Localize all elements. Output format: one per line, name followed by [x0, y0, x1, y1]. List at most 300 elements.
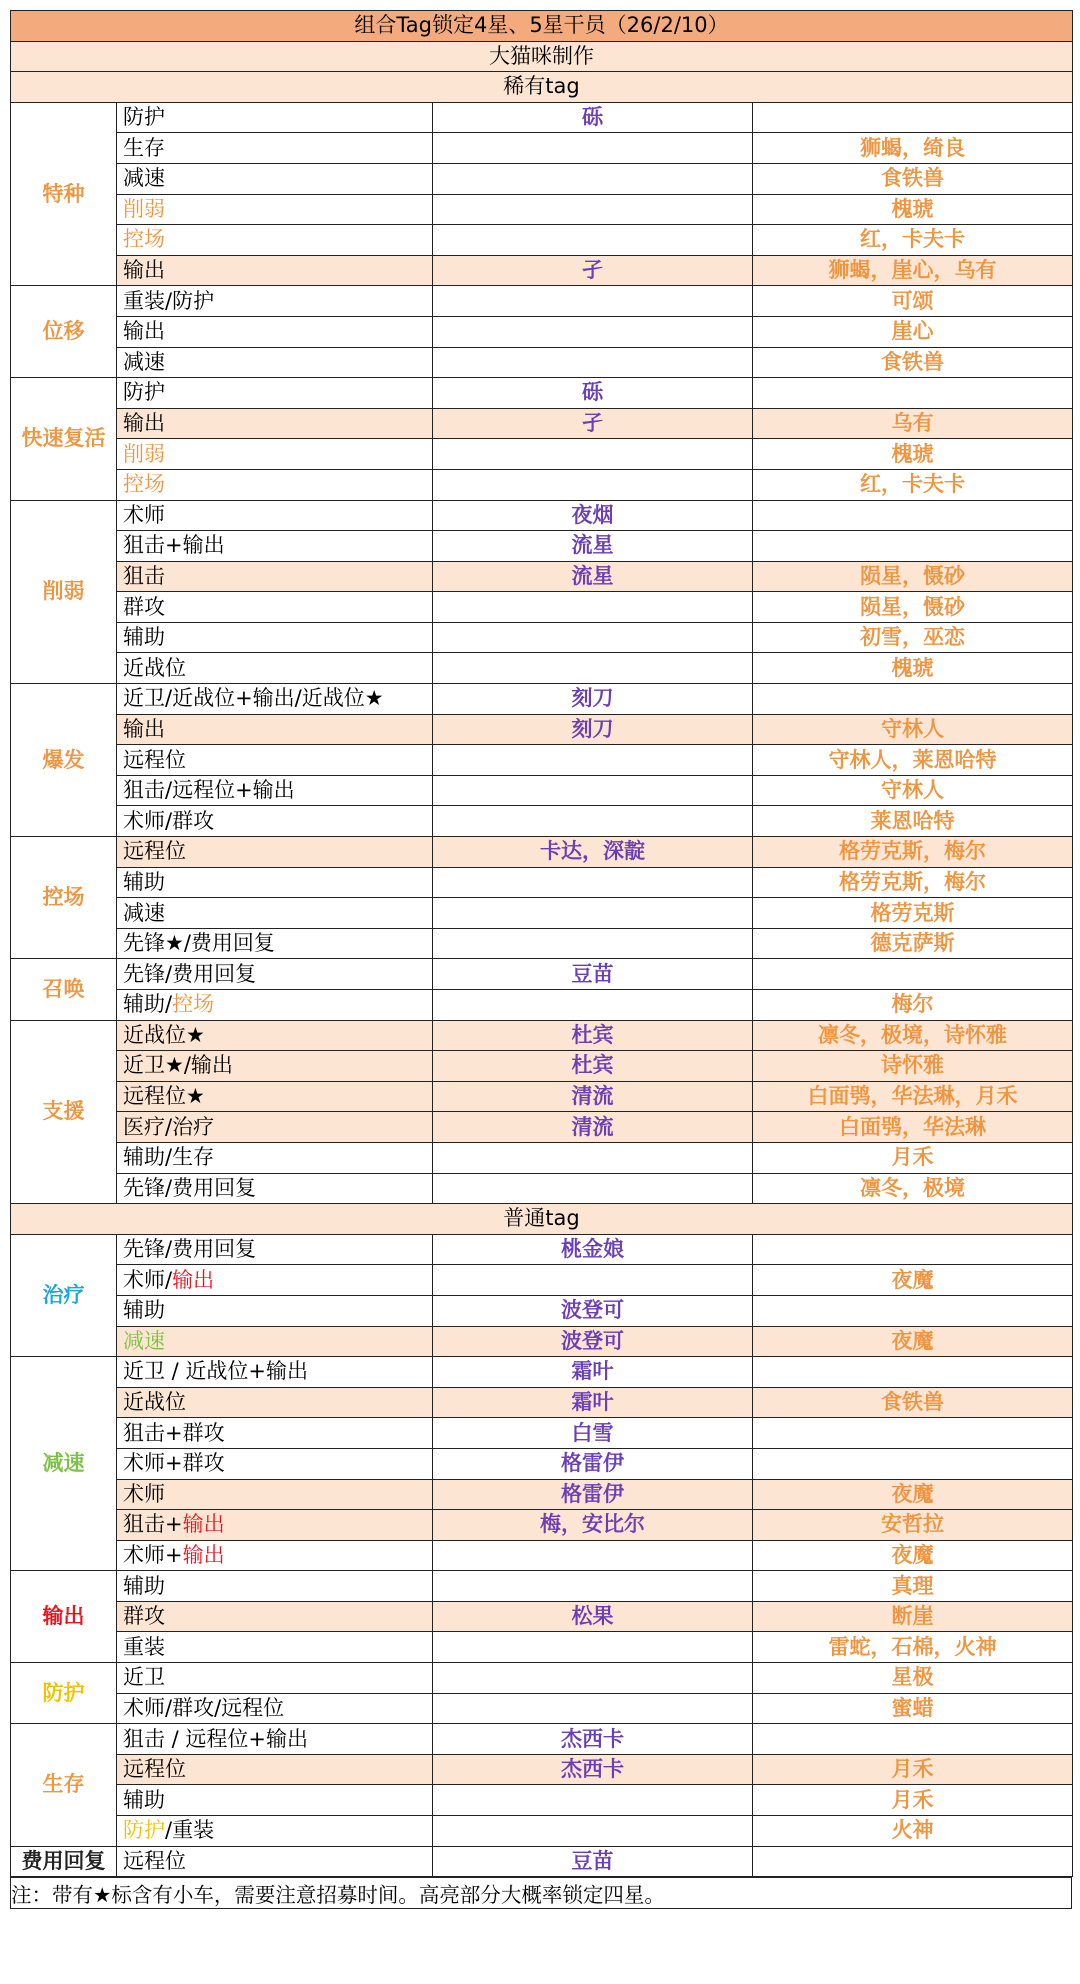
- tag-row: [11, 1112, 1073, 1143]
- five-star-operator: 月禾: [753, 1785, 1073, 1816]
- four-star-operator: [433, 163, 753, 194]
- tag-row: [11, 1479, 1073, 1510]
- tag-text: 输出: [123, 411, 165, 436]
- tag-text: 远程位: [123, 839, 186, 864]
- tag-combo-cell: [117, 1387, 433, 1418]
- tag-row: [11, 622, 1073, 653]
- tag-row: [11, 500, 1073, 531]
- tag-row: [11, 775, 1073, 806]
- tag-text: 减速: [123, 166, 165, 191]
- tag-row: [11, 133, 1073, 164]
- five-star-operator: 食铁兽: [753, 163, 1073, 194]
- tag-combo-cell: [117, 378, 433, 409]
- tag-text: 近卫 / 近战位+输出: [123, 1359, 309, 1384]
- four-star-operator: 霜叶: [433, 1387, 753, 1418]
- tag-row: [11, 225, 1073, 256]
- tag-row: [11, 1051, 1073, 1082]
- tag-text: 术师: [123, 502, 165, 527]
- four-star-operator: [433, 775, 753, 806]
- five-star-operator: 真理: [753, 1571, 1073, 1602]
- five-star-operator: 梅尔: [753, 990, 1073, 1021]
- five-star-operator: 红，卡夫卡: [753, 225, 1073, 256]
- tag-combo-cell: [117, 163, 433, 194]
- tag-text: 防护: [123, 380, 165, 405]
- four-star-operator: [433, 225, 753, 256]
- four-star-operator: [433, 1540, 753, 1571]
- tag-row: [11, 959, 1073, 990]
- tag-text: 重装/防护: [123, 288, 215, 313]
- tag-text: 减速: [123, 1328, 165, 1353]
- tag-combo-cell: [117, 225, 433, 256]
- tag-text: 输出: [182, 1542, 225, 1567]
- tag-text: 控场: [172, 992, 215, 1017]
- four-star-operator: [433, 898, 753, 929]
- recruit-tag-table: [10, 10, 1073, 1877]
- five-star-operator: 狮蝎，崖心，乌有: [753, 255, 1073, 286]
- five-star-operator: [753, 1448, 1073, 1479]
- tag-text: 狙击+群攻: [123, 1420, 225, 1445]
- four-star-operator: 桃金娘: [433, 1234, 753, 1265]
- four-star-operator: [433, 653, 753, 684]
- tag-combo-cell: [117, 1357, 433, 1388]
- five-star-operator: 月禾: [753, 1142, 1073, 1173]
- tag-row: [11, 837, 1073, 868]
- five-star-operator: [753, 959, 1073, 990]
- tag-row: [11, 1295, 1073, 1326]
- tag-row: [11, 684, 1073, 715]
- tag-row: [11, 592, 1073, 623]
- tag-row: [11, 1020, 1073, 1051]
- four-star-operator: 豆苗: [433, 959, 753, 990]
- four-star-operator: 霜叶: [433, 1357, 753, 1388]
- tag-combo-cell: [117, 867, 433, 898]
- tag-text: 输出: [123, 319, 165, 344]
- category-label: 费用回复: [11, 1846, 117, 1877]
- tag-text: 控场: [123, 227, 165, 252]
- four-star-operator: 流星: [433, 561, 753, 592]
- four-star-operator: [433, 1785, 753, 1816]
- five-star-operator: 白面鸮，华法琳，月禾: [753, 1081, 1073, 1112]
- tag-text: 术师/群攻: [123, 808, 215, 833]
- author-credit: 大猫咪制作: [11, 41, 1073, 72]
- tag-row: [11, 990, 1073, 1021]
- tag-text: 辅助: [123, 1787, 165, 1812]
- tag-combo-cell: [117, 1510, 433, 1541]
- category-label: 防护: [11, 1663, 117, 1724]
- tag-text: 近卫★/输出: [123, 1053, 233, 1078]
- tag-text: 重装: [123, 1634, 165, 1659]
- tag-row: [11, 898, 1073, 929]
- category-label: 快速复活: [11, 378, 117, 500]
- four-star-operator: 刻刀: [433, 714, 753, 745]
- five-star-operator: [753, 500, 1073, 531]
- tag-text: 减速: [123, 900, 165, 925]
- tag-row: [11, 1816, 1073, 1847]
- category-label: 控场: [11, 837, 117, 959]
- five-star-operator: 槐琥: [753, 653, 1073, 684]
- five-star-operator: 狮蝎，绮良: [753, 133, 1073, 164]
- tag-combo-cell: [117, 316, 433, 347]
- tag-combo-cell: [117, 622, 433, 653]
- four-star-operator: [433, 347, 753, 378]
- tag-combo-cell: [117, 1020, 433, 1051]
- tag-text: 远程位: [123, 747, 186, 772]
- five-star-operator: 莱恩哈特: [753, 806, 1073, 837]
- four-star-operator: [433, 1632, 753, 1663]
- category-label: 位移: [11, 286, 117, 378]
- tag-combo-cell: [117, 1081, 433, 1112]
- category-label: 召唤: [11, 959, 117, 1020]
- five-star-operator: 火神: [753, 1816, 1073, 1847]
- four-star-operator: [433, 194, 753, 225]
- tag-combo-cell: [117, 1785, 433, 1816]
- five-star-operator: 守林人: [753, 714, 1073, 745]
- four-star-operator: [433, 469, 753, 500]
- tag-combo-cell: [117, 898, 433, 929]
- four-star-operator: 孑: [433, 255, 753, 286]
- tag-text: 先锋/费用回复: [123, 961, 257, 986]
- tag-text: 先锋/费用回复: [123, 1175, 257, 1200]
- category-label: 特种: [11, 102, 117, 286]
- tag-text: 狙击+: [123, 1512, 183, 1537]
- tag-text: 术师: [123, 1481, 165, 1506]
- tag-combo-cell: [117, 531, 433, 562]
- tag-text: 输出: [172, 1267, 215, 1292]
- tag-row: [11, 806, 1073, 837]
- five-star-operator: 守林人，莱恩哈特: [753, 745, 1073, 776]
- tag-text: 先锋/费用回复: [123, 1237, 257, 1262]
- tag-combo-cell: [117, 806, 433, 837]
- tag-text: 术师/: [123, 1267, 173, 1292]
- tag-text: 先锋★/费用回复: [123, 931, 275, 956]
- four-star-operator: [433, 1173, 753, 1204]
- category-label: 输出: [11, 1571, 117, 1663]
- tag-row: [11, 1142, 1073, 1173]
- four-star-operator: [433, 1142, 753, 1173]
- tag-text: 远程位: [123, 1848, 186, 1873]
- tag-row: [11, 1785, 1073, 1816]
- five-star-operator: 槐琥: [753, 194, 1073, 225]
- tag-combo-cell: [117, 194, 433, 225]
- four-star-operator: 清流: [433, 1081, 753, 1112]
- five-star-operator: 红，卡夫卡: [753, 469, 1073, 500]
- tag-combo-cell: [117, 990, 433, 1021]
- five-star-operator: 断崖: [753, 1601, 1073, 1632]
- five-star-operator: [753, 1724, 1073, 1755]
- five-star-operator: [753, 1846, 1073, 1877]
- four-star-operator: [433, 316, 753, 347]
- five-star-operator: 夜魔: [753, 1540, 1073, 1571]
- five-star-operator: [753, 1418, 1073, 1449]
- tag-combo-cell: [117, 1754, 433, 1785]
- tag-row: [11, 531, 1073, 562]
- four-star-operator: 杰西卡: [433, 1724, 753, 1755]
- tag-text: 防护: [123, 105, 165, 130]
- tag-row: [11, 439, 1073, 470]
- tag-text: 远程位★: [123, 1084, 205, 1109]
- tag-combo-cell: [117, 1234, 433, 1265]
- five-star-operator: 初雪，巫恋: [753, 622, 1073, 653]
- five-star-operator: 夜魔: [753, 1479, 1073, 1510]
- tag-text: 近战位★: [123, 1022, 205, 1047]
- tag-text: 近卫/近战位+输出/近战位★: [123, 686, 384, 711]
- tag-row: [11, 1571, 1073, 1602]
- tag-combo-cell: [117, 408, 433, 439]
- four-star-operator: 杰西卡: [433, 1754, 753, 1785]
- four-star-operator: [433, 286, 753, 317]
- five-star-operator: 崖心: [753, 316, 1073, 347]
- five-star-operator: 夜魔: [753, 1326, 1073, 1357]
- tag-combo-cell: [117, 561, 433, 592]
- tag-row: [11, 1510, 1073, 1541]
- five-star-operator: [753, 378, 1073, 409]
- four-star-operator: 格雷伊: [433, 1448, 753, 1479]
- tag-row: [11, 714, 1073, 745]
- section-header: 普通tag: [11, 1204, 1073, 1235]
- four-star-operator: [433, 1693, 753, 1724]
- tag-text: 医疗/治疗: [123, 1114, 215, 1139]
- five-star-operator: 食铁兽: [753, 1387, 1073, 1418]
- tag-text: 辅助/: [123, 992, 173, 1017]
- tag-combo-cell: [117, 1326, 433, 1357]
- four-star-operator: 清流: [433, 1112, 753, 1143]
- five-star-operator: 夜魔: [753, 1265, 1073, 1296]
- tag-combo-cell: [117, 500, 433, 531]
- tag-combo-cell: [117, 133, 433, 164]
- five-star-operator: 雷蛇，石棉，火神: [753, 1632, 1073, 1663]
- tag-row: [11, 102, 1073, 133]
- tag-combo-cell: [117, 1846, 433, 1877]
- five-star-operator: [753, 531, 1073, 562]
- tag-row: [11, 347, 1073, 378]
- tag-combo-cell: [117, 1663, 433, 1694]
- tag-combo-cell: [117, 745, 433, 776]
- four-star-operator: 梅，安比尔: [433, 1510, 753, 1541]
- five-star-operator: 格劳克斯，梅尔: [753, 867, 1073, 898]
- tag-text: 辅助: [123, 869, 165, 894]
- four-star-operator: 松果: [433, 1601, 753, 1632]
- five-star-operator: [753, 102, 1073, 133]
- four-star-operator: [433, 1265, 753, 1296]
- tag-combo-cell: [117, 1448, 433, 1479]
- tag-text: 近卫: [123, 1665, 165, 1690]
- tag-combination-sheet: [10, 10, 1072, 1909]
- tag-row: [11, 255, 1073, 286]
- tag-row: [11, 1448, 1073, 1479]
- tag-row: [11, 1693, 1073, 1724]
- tag-combo-cell: [117, 1632, 433, 1663]
- tag-combo-cell: [117, 1173, 433, 1204]
- five-star-operator: [753, 1357, 1073, 1388]
- five-star-operator: 乌有: [753, 408, 1073, 439]
- five-star-operator: 陨星，慑砂: [753, 561, 1073, 592]
- tag-text: 群攻: [123, 1604, 165, 1629]
- tag-combo-cell: [117, 928, 433, 959]
- four-star-operator: [433, 806, 753, 837]
- tag-combo-cell: [117, 286, 433, 317]
- four-star-operator: 孑: [433, 408, 753, 439]
- tag-text: 输出: [182, 1512, 225, 1537]
- five-star-operator: [753, 1234, 1073, 1265]
- five-star-operator: 食铁兽: [753, 347, 1073, 378]
- tag-row: [11, 561, 1073, 592]
- five-star-operator: 蜜蜡: [753, 1693, 1073, 1724]
- tag-text: 控场: [123, 472, 165, 497]
- five-star-operator: [753, 684, 1073, 715]
- four-star-operator: 砾: [433, 102, 753, 133]
- tag-row: [11, 1234, 1073, 1265]
- tag-combo-cell: [117, 837, 433, 868]
- tag-combo-cell: [117, 469, 433, 500]
- tag-text: 远程位: [123, 1757, 186, 1782]
- category-label: 削弱: [11, 500, 117, 684]
- tag-row: [11, 163, 1073, 194]
- five-star-operator: 月禾: [753, 1754, 1073, 1785]
- tag-text: 群攻: [123, 594, 165, 619]
- four-star-operator: [433, 745, 753, 776]
- five-star-operator: [753, 1295, 1073, 1326]
- four-star-operator: [433, 439, 753, 470]
- tag-combo-cell: [117, 102, 433, 133]
- four-star-operator: 砾: [433, 378, 753, 409]
- tag-row: [11, 745, 1073, 776]
- five-star-operator: 星极: [753, 1663, 1073, 1694]
- five-star-operator: 白面鸮，华法琳: [753, 1112, 1073, 1143]
- tag-text: 狙击: [123, 563, 165, 588]
- five-star-operator: 格劳克斯，梅尔: [753, 837, 1073, 868]
- tag-row: [11, 286, 1073, 317]
- tag-combo-cell: [117, 653, 433, 684]
- tag-combo-cell: [117, 1418, 433, 1449]
- four-star-operator: [433, 1571, 753, 1602]
- tag-row: [11, 469, 1073, 500]
- tag-text: 近战位: [123, 1390, 186, 1415]
- tag-text: /重装: [165, 1818, 215, 1843]
- tag-combo-cell: [117, 1051, 433, 1082]
- tag-combo-cell: [117, 1571, 433, 1602]
- four-star-operator: 波登可: [433, 1326, 753, 1357]
- tag-combo-cell: [117, 1724, 433, 1755]
- tag-row: [11, 1632, 1073, 1663]
- five-star-operator: 安哲拉: [753, 1510, 1073, 1541]
- tag-text: 防护: [123, 1818, 165, 1843]
- five-star-operator: 陨星，慑砂: [753, 592, 1073, 623]
- five-star-operator: 诗怀雅: [753, 1051, 1073, 1082]
- four-star-operator: [433, 622, 753, 653]
- four-star-operator: 卡达，深靛: [433, 837, 753, 868]
- tag-row: [11, 867, 1073, 898]
- tag-text: 辅助: [123, 625, 165, 650]
- four-star-operator: 波登可: [433, 1295, 753, 1326]
- five-star-operator: 可颂: [753, 286, 1073, 317]
- footnote: 注：带有★标含有小车，需要注意招募时间。高亮部分大概率锁定四星。: [10, 1877, 1072, 1909]
- tag-row: [11, 1846, 1073, 1877]
- tag-row: [11, 1326, 1073, 1357]
- tag-row: [11, 1601, 1073, 1632]
- four-star-operator: [433, 928, 753, 959]
- sheet-title: 组合Tag锁定4星、5星干员（26/2/10）: [11, 11, 1073, 42]
- four-star-operator: 刻刀: [433, 684, 753, 715]
- category-label: 治疗: [11, 1234, 117, 1356]
- tag-row: [11, 408, 1073, 439]
- tag-row: [11, 1173, 1073, 1204]
- four-star-operator: [433, 133, 753, 164]
- tag-combo-cell: [117, 1601, 433, 1632]
- category-label: 支援: [11, 1020, 117, 1204]
- four-star-operator: 格雷伊: [433, 1479, 753, 1510]
- tag-row: [11, 1081, 1073, 1112]
- tag-combo-cell: [117, 439, 433, 470]
- tag-text: 减速: [123, 349, 165, 374]
- four-star-operator: 杜宾: [433, 1051, 753, 1082]
- five-star-operator: 凛冬，极境: [753, 1173, 1073, 1204]
- tag-row: [11, 1387, 1073, 1418]
- tag-text: 削弱: [123, 196, 165, 221]
- tag-text: 输出: [123, 258, 165, 283]
- five-star-operator: 德克萨斯: [753, 928, 1073, 959]
- tag-combo-cell: [117, 1540, 433, 1571]
- tag-row: [11, 1265, 1073, 1296]
- tag-text: 术师+群攻: [123, 1451, 225, 1476]
- four-star-operator: [433, 592, 753, 623]
- tag-text: 辅助/生存: [123, 1145, 215, 1170]
- tag-row: [11, 928, 1073, 959]
- tag-row: [11, 194, 1073, 225]
- tag-row: [11, 1418, 1073, 1449]
- tag-row: [11, 1357, 1073, 1388]
- tag-row: [11, 1724, 1073, 1755]
- four-star-operator: 夜烟: [433, 500, 753, 531]
- tag-text: 近战位: [123, 655, 186, 680]
- category-label: 减速: [11, 1357, 117, 1571]
- four-star-operator: [433, 1663, 753, 1694]
- tag-combo-cell: [117, 775, 433, 806]
- four-star-operator: [433, 990, 753, 1021]
- tag-combo-cell: [117, 592, 433, 623]
- category-label: 爆发: [11, 684, 117, 837]
- tag-text: 狙击+输出: [123, 533, 225, 558]
- tag-text: 辅助: [123, 1573, 165, 1598]
- tag-text: 削弱: [123, 441, 165, 466]
- four-star-operator: [433, 867, 753, 898]
- tag-text: 生存: [123, 135, 165, 160]
- tag-row: [11, 653, 1073, 684]
- five-star-operator: 格劳克斯: [753, 898, 1073, 929]
- tag-text: 术师/群攻/远程位: [123, 1695, 285, 1720]
- tag-combo-cell: [117, 1142, 433, 1173]
- tag-row: [11, 378, 1073, 409]
- five-star-operator: 槐琥: [753, 439, 1073, 470]
- four-star-operator: 杜宾: [433, 1020, 753, 1051]
- section-header: 稀有tag: [11, 72, 1073, 103]
- four-star-operator: 豆苗: [433, 1846, 753, 1877]
- tag-combo-cell: [117, 959, 433, 990]
- four-star-operator: 白雪: [433, 1418, 753, 1449]
- tag-combo-cell: [117, 1693, 433, 1724]
- tag-combo-cell: [117, 347, 433, 378]
- tag-text: 输出: [123, 716, 165, 741]
- tag-combo-cell: [117, 1295, 433, 1326]
- five-star-operator: 守林人: [753, 775, 1073, 806]
- tag-text: 术师+: [123, 1542, 183, 1567]
- five-star-operator: 凛冬，极境，诗怀雅: [753, 1020, 1073, 1051]
- tag-combo-cell: [117, 1112, 433, 1143]
- tag-row: [11, 316, 1073, 347]
- tag-combo-cell: [117, 1816, 433, 1847]
- four-star-operator: 流星: [433, 531, 753, 562]
- category-label: 生存: [11, 1724, 117, 1846]
- tag-text: 狙击 / 远程位+输出: [123, 1726, 309, 1751]
